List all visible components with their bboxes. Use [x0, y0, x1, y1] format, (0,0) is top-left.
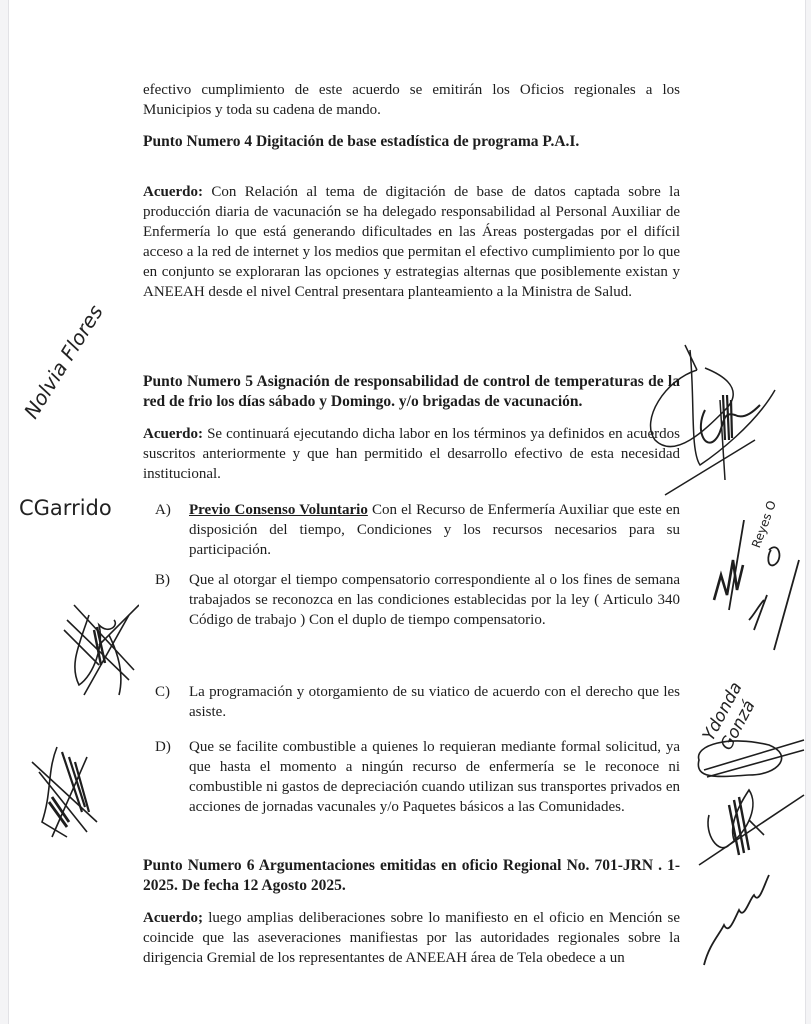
acuerdo-text: Se continuará ejecutando dicha labor en los términos ya definidos en acuerdos suscritos anteriormente y que han permitido el desarrollo efectivo de esta necesidad institucional.	[143, 426, 680, 482]
acuerdo-label: Acuerdo;	[143, 910, 203, 926]
list-item-b	[155, 570, 680, 630]
list-item-c	[155, 682, 680, 722]
list-text: La programación y otorgamiento de su viatico de acuerdo con el derecho que les asiste.	[189, 684, 680, 720]
handwritten-name-ydonda: Ydonda Gonzá	[699, 678, 760, 754]
acuerdo-label: Acuerdo:	[143, 426, 203, 442]
intro-paragraph: efectivo cumplimiento de este acuerdo se emitirán los Oficios regionales a los Municipios y toda su cadena de mando.	[143, 82, 680, 118]
list-emphasis: Previo Consenso Voluntario	[189, 502, 368, 518]
handwritten-name-nolvia: Nolvia Flores	[19, 300, 108, 423]
list-text: Con el Recurso de Enfermería Auxiliar que este en disposición del tiempo, Condiciones y los recursos necesarios para su participación.	[189, 502, 680, 558]
list-marker: C)	[155, 684, 170, 700]
handwritten-name-garrido: CGarrido	[19, 496, 112, 520]
punto4-acuerdo	[143, 182, 680, 302]
list-text: Que se facilite combustible a quienes lo requieran mediante formal solicitud, ya que hasta el momento a ningún recurso de enfermería se le reconoce ni combustible ni gastos de depreciación cuando utilizan sus transportes privados en acciones de jornadas vacunales y/o Paquetes básicos a las Comunidades.	[189, 739, 680, 815]
list-item-d	[155, 737, 680, 817]
list-text: Que al otorgar el tiempo compensatorio correspondiente al o los fines de semana trabajados se reconozca en las condiciones establecidas por la ley ( Articulo 340 Código de trabajo ) Con el duplo de tiempo compensatorio.	[189, 572, 680, 628]
handwritten-name-reyes: Reyes O	[749, 498, 779, 550]
acuerdo-label: Acuerdo:	[143, 184, 203, 200]
signature-4-icon	[27, 742, 107, 842]
signature-5-icon	[689, 735, 809, 975]
list-marker: D)	[155, 739, 171, 755]
punto5-heading: Punto Numero 5 Asignación de responsabilidad de control de temperaturas de la red de frio los días sábado y Domingo. y/o brigadas de vacunación.	[143, 373, 680, 410]
punto4-heading: Punto Numero 4 Digitación de base estadística de programa P.A.I.	[143, 133, 580, 150]
acuerdo-text: Con Relación al tema de digitación de base de datos captada sobre la producción diaria de vacunación se ha delegado responsabilidad al Personal Auxiliar de Enfermería lo que está generando dificultades en las Áreas postergadas por el difícil acceso a la red de internet y los medios que permitan el efectivo cumplimiento por lo que en conjunto se exploraran las opciones y estrategias alternas que posiblemente existan y ANEEAH desde el nivel Central presentara planteamiento a la Ministra de Salud.	[143, 184, 680, 300]
list-marker: A)	[155, 502, 171, 518]
punto6-heading: Punto Numero 6 Argumentaciones emitidas en oficio Regional No. 701-JRN . 1-2025. De fecha 12 Agosto 2025.	[143, 857, 680, 894]
list-item-a	[155, 500, 680, 560]
acuerdo-text: luego amplias deliberaciones sobre lo manifiesto en el oficio en Mención se coincide que las aseveraciones manifiestas por las autoridades regionales sobre la dirigencia Gremial de los representantes de ANEEAH área de Tela obedece a un	[143, 910, 680, 966]
signature-1-icon	[645, 340, 785, 500]
signature-3-icon	[39, 585, 139, 705]
punto5-acuerdo	[143, 424, 680, 484]
document-page	[8, 0, 806, 1024]
punto6-acuerdo	[143, 908, 680, 968]
list-marker: B)	[155, 572, 170, 588]
